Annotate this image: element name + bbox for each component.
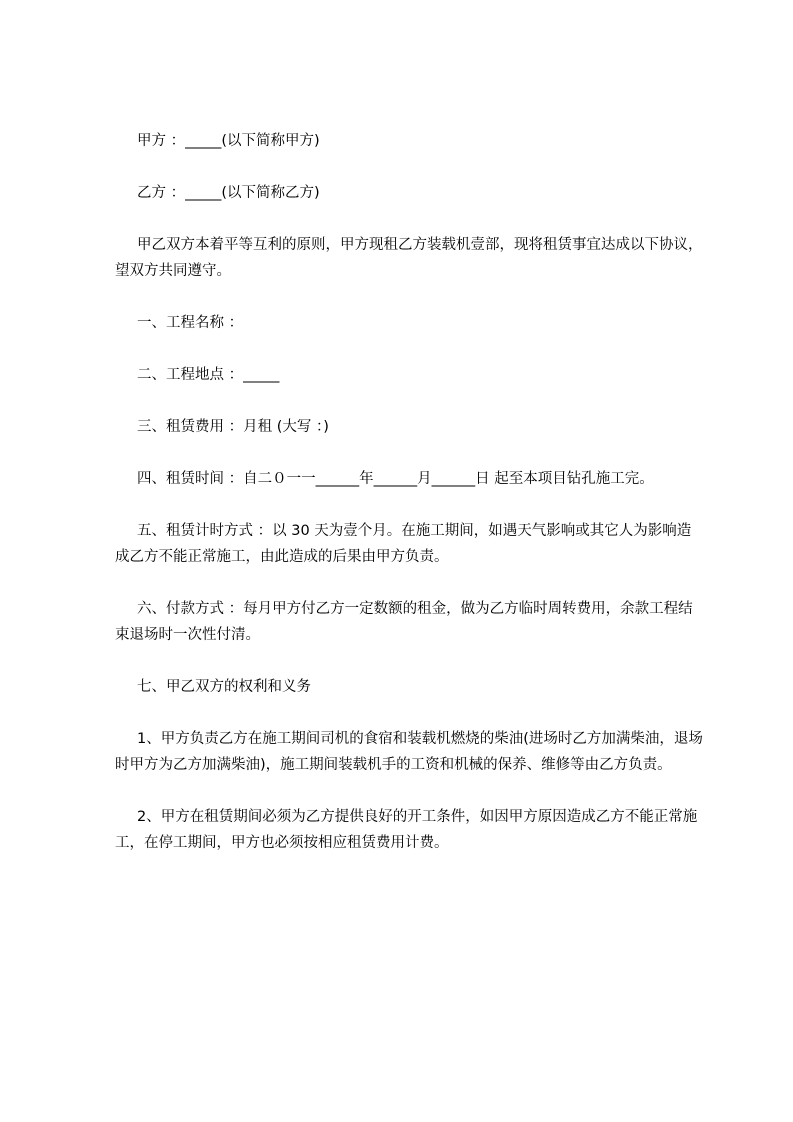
document-body — [115, 128, 705, 882]
clause-project-location: 二、工程地点 ：_____ — [137, 367, 280, 383]
party-a-line: 甲方 ：_____(以下简称甲方) — [137, 133, 320, 149]
clause-billing-method: 五、租赁计时方式 ：以 30 天为壹个月。在施工期间，如遇天气影响或其它人为影响造成乙方不能正常施工，由此造成的后果由甲方负责。 — [115, 523, 692, 565]
obligation-item-1: 1、甲方负责乙方在施工期间司机的食宿和装载机燃烧的柴油(进场时乙方加满柴油，退场时甲方为乙方加满柴油)，施工期间装载机手的工资和机械的保养、维修等由乙方负责。 — [115, 731, 703, 773]
clause-rights-obligations-heading: 七、甲乙双方的权利和义务 — [137, 679, 311, 695]
intro-paragraph: 甲乙双方本着平等互利的原则，甲方现租乙方装载机壹部，现将租赁事宜达成以下协议，望双方共同遵守。 — [115, 237, 703, 279]
party-b-line: 乙方 ：_____(以下简称乙方) — [137, 185, 320, 201]
clause-payment-method: 六、付款方式 ：每月甲方付乙方一定数额的租金，做为乙方临时周转费用，余款工程结束退场时一次性付清。 — [115, 601, 693, 643]
clause-rental-fee: 三、租赁费用 ：月租 (大写 ：) — [137, 419, 329, 435]
obligation-item-2: 2、甲方在租赁期间必须为乙方提供良好的开工条件，如因甲方原因造成乙方不能正常施工，在停工期间，甲方也必须按相应租赁费用计费。 — [115, 809, 698, 851]
clause-rental-period: 四、租赁时间 ：自二０一一______年______月______日 起至本项目钻孔施工完。 — [137, 471, 654, 487]
clause-project-name: 一、工程名称 ： — [137, 315, 244, 331]
